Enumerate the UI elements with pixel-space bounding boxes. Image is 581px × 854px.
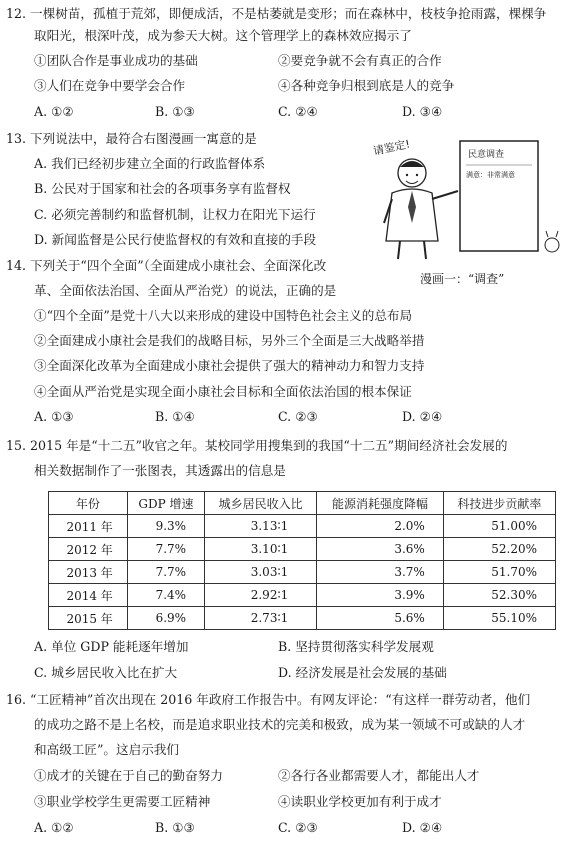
q12-statement-4: ④各种竞争归根到底是人的竞争 [278,78,455,93]
table-header: 科技进步贡献率 [443,492,555,515]
data-table [48,491,556,630]
q12-stem-line2: 取阳光，根深叶茂，成为参天大树。这个管理学上的森林效应揭示了 [34,28,412,43]
q16-statement-2: ②各行各业都需要人才，都能出人才 [278,768,480,783]
table-cell: 3.13∶1 [205,515,317,538]
small-creature [545,238,559,252]
table-cell: 2.92∶1 [205,584,317,607]
q13-option-b: B. 公民对于国家和社会的各项事务享有监督权 [34,181,291,196]
table-cell: 51.70% [443,561,555,584]
table-cell: 3.10∶1 [205,538,317,561]
q15-option-b: B. 坚持贯彻落实科学发展观 [278,639,434,654]
table-cell: 2015 年 [49,607,128,630]
q14-stem-line2: 革、全面依法治国、全面从严治党）的说法，正确的是 [34,283,337,298]
table-cell: 2011 年 [49,515,128,538]
q12-stem-line1: 12. 一棵树苗，孤植于荒郊，即便成活，不是枯萎就是变形；而在森林中，枝枝争抢雨露，棵棵争 [6,6,547,21]
q15-option-a: A. 单位 GDP 能耗逐年增加 [34,639,189,654]
table-cell: 2013 年 [49,561,128,584]
q14-option-d: D. ②④ [402,409,443,424]
q15-stem-line2: 相关数据制作了一张图表，其透露出的信息是 [34,463,286,478]
q14-statement-3: ③全面深化改革为全面建成小康社会提供了强大的精神动力和智力支持 [34,358,425,373]
q16-option-b: B. ①③ [155,820,195,835]
q14-statement-2: ②全面建成小康社会是我们的战略目标，另外三个全面是三大战略举措 [34,333,425,348]
table-cell: 2.0% [317,515,444,538]
table-cell: 2014 年 [49,584,128,607]
q14-stem-line1: 14. 下列关于“四个全面”（全面建成小康社会、全面深化改 [6,258,327,273]
q12-option-b: B. ①③ [155,104,195,119]
q12-statement-3: ③人们在竞争中要学会合作 [34,78,186,93]
table-row [49,584,556,607]
table-cell: 3.7% [317,561,444,584]
q12-option-c: C. ②④ [278,104,318,119]
cartoon-illustration [354,133,568,263]
q16-option-c: C. ②③ [278,820,318,835]
q14-statement-4: ④全面从严治党是实现全面小康社会目标和全面依法治国的根本保证 [34,384,412,399]
table-header: 能源消耗强度降幅 [317,492,444,515]
board-text: 满意：非常满意 [466,171,515,179]
q14-option-a: A. ①③ [34,409,74,424]
cartoon-caption: 漫画一：“调查” [420,272,505,286]
table-row [49,607,556,630]
table-header-row [49,492,556,515]
q12-option-d: D. ③④ [402,104,443,119]
table-cell: 3.6% [317,538,444,561]
q13-option-c: C. 必须完善制约和监督机制，让权力在阳光下运行 [34,207,316,222]
table-cell: 9.3% [127,515,204,538]
q13-stem: 13. 下列说法中，最符合右图漫画一寓意的是 [6,131,257,146]
table-cell: 2.73∶1 [205,607,317,630]
q13-option-d: D. 新闻监督是公民行使监督权的有效和直接的手段 [34,232,317,247]
table-row [49,538,556,561]
q16-stem-line1: 16. “工匠精神”首次出现在 2016 年政府工作报告中。有网友评论：“有这样一群劳动者，他们 [6,692,531,707]
q12-option-a: A. ①② [34,104,74,119]
table-cell: 7.7% [127,561,204,584]
q16-statement-1: ①成才的关键在于自己的勤奋努力 [34,768,223,783]
q15-option-c: C. 城乡居民收入比在扩大 [34,665,178,680]
q16-option-a: A. ①② [34,820,74,835]
table-cell: 2012 年 [49,538,128,561]
q15-stem-line1: 15. 2015 年是“十二五”收官之年。某校同学用搜集到的我国“十二五”期间经济社会发展的 [6,438,508,453]
table-header: GDP 增速 [127,492,204,515]
table-cell: 51.00% [443,515,555,538]
table-header: 城乡居民收入比 [205,492,317,515]
table-cell: 7.4% [127,584,204,607]
q14-statement-1: ①“四个全面”是党十八大以来形成的建设中国特色社会主义的总布局 [34,308,413,323]
q12-statement-1: ①团队合作是事业成功的基础 [34,53,198,68]
q12-statement-2: ②要竞争就不会有真正的合作 [278,53,442,68]
table-header: 年份 [49,492,128,515]
table-cell: 55.10% [443,607,555,630]
table-cell: 3.03∶1 [205,561,317,584]
table-cell: 5.6% [317,607,444,630]
table-cell: 7.7% [127,538,204,561]
q14-option-b: B. ①④ [155,409,195,424]
q13-option-a: A. 我们已经初步建立全面的行政监督体系 [34,156,266,171]
table-cell: 52.30% [443,584,555,607]
table-cell: 6.9% [127,607,204,630]
q16-stem-line2: 的成功之路不是上名校，而是追求职业技术的完美和极致，成为某一领域不可或缺的人才 [34,717,526,732]
speech-text: 请鉴定! [371,137,412,158]
q15-option-d: D. 经济发展是社会发展的基础 [278,665,447,680]
q14-option-c: C. ②③ [278,409,318,424]
q16-statement-4: ④读职业学校更加有利于成才 [278,794,442,809]
table-cell: 3.9% [317,584,444,607]
table-row [49,515,556,538]
q16-statement-3: ③职业学校学生更需要工匠精神 [34,794,211,809]
board-title: 民意调查 [468,150,505,160]
q16-option-d: D. ②④ [402,820,443,835]
table-cell: 52.20% [443,538,555,561]
q16-stem-line3: 和高级工匠”。这启示我们 [34,742,179,757]
table-row [49,561,556,584]
